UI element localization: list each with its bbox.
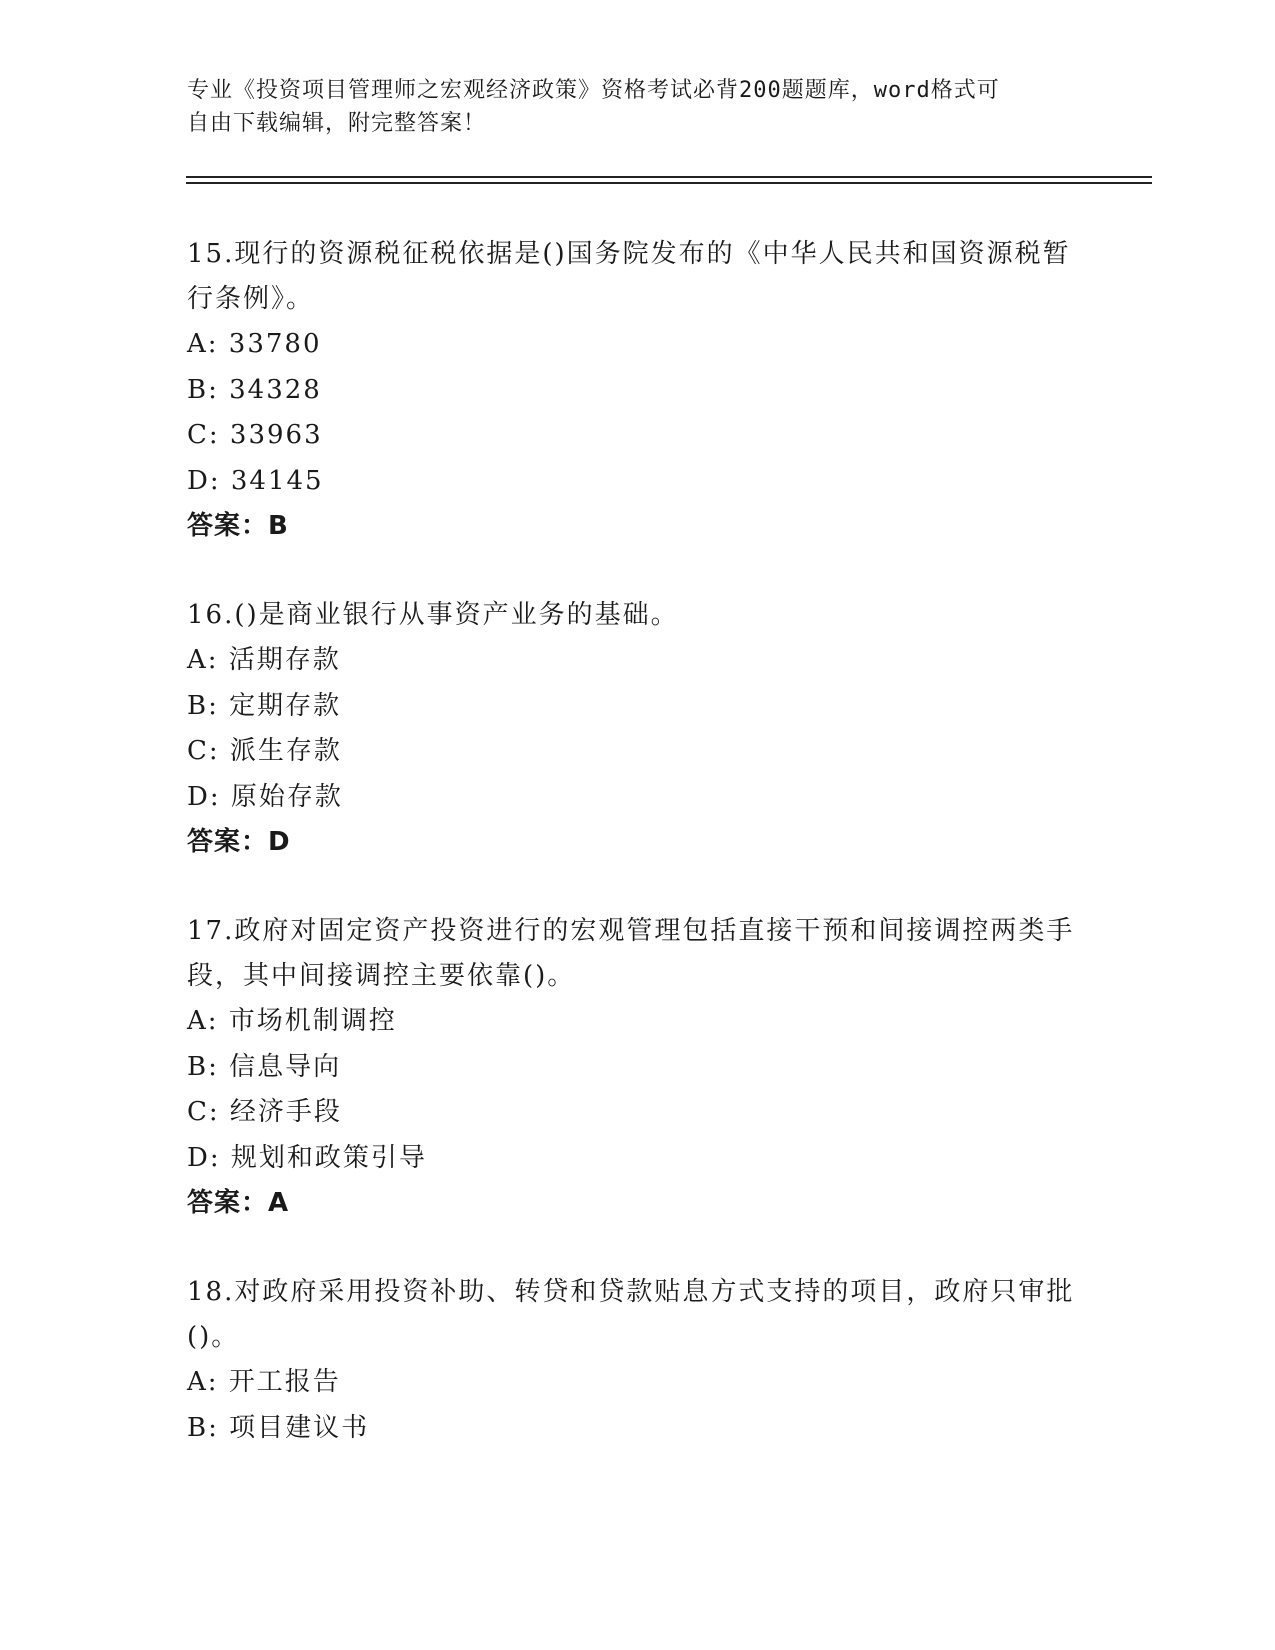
header-divider-bottom bbox=[186, 182, 1152, 184]
question-15 bbox=[187, 232, 1087, 549]
option-a: A: 活期存款 bbox=[187, 645, 341, 675]
question-text: 16.()是商业银行从事资产业务的基础。 bbox=[187, 600, 679, 630]
option-c: C: 33963 bbox=[187, 420, 323, 450]
option-b: B: 定期存款 bbox=[187, 690, 342, 721]
option-d: D: 34145 bbox=[187, 465, 324, 496]
header-divider-top bbox=[186, 176, 1152, 178]
question-16 bbox=[187, 593, 1087, 865]
answer-label: 答案：A bbox=[187, 1188, 290, 1218]
option-a: A: 33780 bbox=[187, 329, 322, 359]
option-a: A: 市场机制调控 bbox=[187, 1006, 397, 1036]
header-line-2: 自由下载编辑，附完整答案！ bbox=[187, 111, 487, 136]
option-d: D: 原始存款 bbox=[187, 781, 343, 812]
question-18 bbox=[187, 1270, 1087, 1451]
question-text: 15.现行的资源税征税依据是()国务院发布的《中华人民共和国资源税暂行条例》。 bbox=[187, 239, 1071, 314]
question-text: 17.政府对固定资产投资进行的宏观管理包括直接干预和间接调控两类手段，其中间接调控主要依靠()。 bbox=[187, 916, 1075, 991]
option-c: C: 派生存款 bbox=[187, 736, 342, 766]
answer-label: 答案：B bbox=[187, 511, 289, 541]
document-header bbox=[187, 74, 1067, 140]
answer-label: 答案：D bbox=[187, 827, 291, 857]
question-17 bbox=[187, 909, 1087, 1226]
question-list bbox=[187, 232, 1087, 1495]
option-a: A: 开工报告 bbox=[187, 1367, 341, 1397]
option-c: C: 经济手段 bbox=[187, 1097, 342, 1127]
header-line-1: 专业《投资项目管理师之宏观经济政策》资格考试必背200题题库，word格式可 bbox=[187, 78, 1000, 103]
question-text: 18.对政府采用投资补助、转贷和贷款贴息方式支持的项目，政府只审批()。 bbox=[187, 1277, 1075, 1352]
option-b: B: 34328 bbox=[187, 374, 322, 405]
option-b: B: 信息导向 bbox=[187, 1051, 342, 1082]
option-b: B: 项目建议书 bbox=[187, 1412, 370, 1443]
option-d: D: 规划和政策引导 bbox=[187, 1142, 427, 1173]
